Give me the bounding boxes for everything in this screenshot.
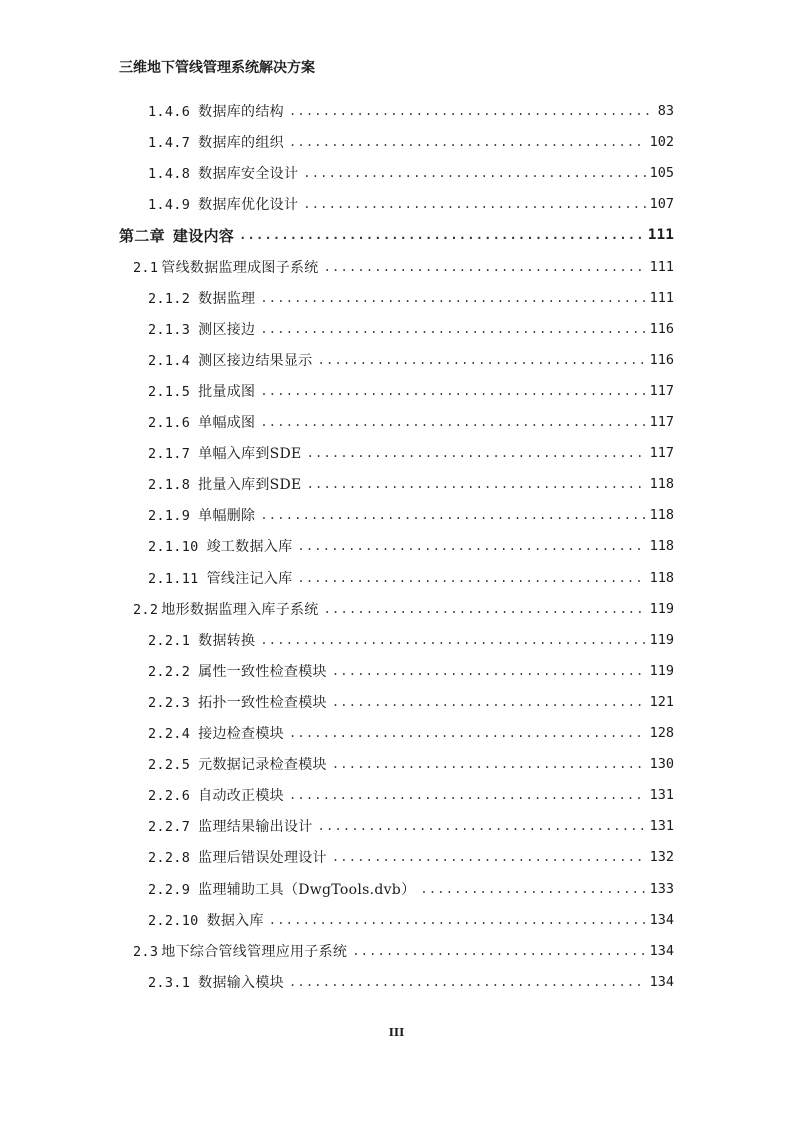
toc-section-entry[interactable] bbox=[133, 256, 674, 278]
toc-entry-title bbox=[148, 319, 255, 339]
toc-entry-text: 属性一致性检查模块 bbox=[198, 664, 327, 680]
toc-entry-number: 2.2.8 bbox=[148, 850, 191, 866]
toc-subsection-entry[interactable] bbox=[148, 380, 674, 402]
toc-entry-title bbox=[148, 723, 284, 743]
toc-entry-text: 数据库的组织 bbox=[198, 135, 284, 151]
toc-page-number: 134 bbox=[649, 912, 674, 928]
toc-entry-text: 数据库优化设计 bbox=[198, 197, 299, 213]
toc-entry-number: 2.2.10 bbox=[148, 913, 199, 929]
toc-entry-number: 2.1.5 bbox=[148, 384, 191, 400]
toc-entry-number: 2.1.10 bbox=[148, 539, 199, 555]
toc-entry-number: 1.4.8 bbox=[148, 166, 191, 182]
toc-entry-title bbox=[148, 692, 327, 712]
toc-entry-number: 2.2.7 bbox=[148, 819, 191, 835]
toc-chapter-entry[interactable] bbox=[119, 224, 674, 246]
toc-page-number: 119 bbox=[649, 632, 674, 648]
toc-page-number: 134 bbox=[649, 974, 674, 990]
toc-subsection-entry[interactable] bbox=[148, 753, 674, 775]
toc-entry-number: 2.1.8 bbox=[148, 477, 191, 493]
toc-entry-title bbox=[148, 847, 327, 867]
toc-page-number: 111 bbox=[649, 290, 674, 306]
toc-dot-leader bbox=[307, 444, 646, 462]
toc-dot-leader bbox=[324, 258, 646, 276]
toc-entry-number: 2.1.6 bbox=[148, 415, 191, 431]
toc-entry-title bbox=[133, 257, 319, 277]
toc-entry-title bbox=[148, 194, 298, 214]
toc-section-entry[interactable] bbox=[133, 598, 674, 620]
toc-page-number: 131 bbox=[649, 818, 674, 834]
toc-entry-title bbox=[148, 101, 284, 121]
toc-page-number: 117 bbox=[649, 445, 674, 461]
toc-entry-number: 2.2.3 bbox=[148, 695, 191, 711]
toc-dot-leader bbox=[324, 600, 646, 618]
toc-entry-text: 自动改正模块 bbox=[198, 788, 284, 804]
toc-entry-title bbox=[148, 816, 313, 836]
toc-entry-title bbox=[133, 941, 347, 961]
toc-subsection-entry[interactable] bbox=[148, 411, 674, 433]
toc-page-number: 130 bbox=[649, 756, 674, 772]
toc-entry-title bbox=[148, 350, 313, 370]
toc-page-number: 117 bbox=[649, 414, 674, 430]
toc-entry-number: 1.4.6 bbox=[148, 104, 191, 120]
toc-page-number: 128 bbox=[649, 725, 674, 741]
toc-subsection-entry[interactable] bbox=[148, 784, 674, 806]
toc-page-number: 132 bbox=[649, 849, 674, 865]
toc-entry-text: 数据入库 bbox=[206, 913, 264, 929]
toc-page-number: 119 bbox=[649, 663, 674, 679]
toc-entry-title bbox=[148, 443, 302, 463]
toc-entry-text: 单幅删除 bbox=[198, 508, 256, 524]
toc-entry-number: 2.1.9 bbox=[148, 508, 191, 524]
toc-subsection-entry[interactable] bbox=[148, 909, 674, 931]
toc-subsection-entry[interactable] bbox=[148, 629, 674, 651]
toc-entry-number: 2.1.3 bbox=[148, 322, 191, 338]
toc-entry-text: 拓扑一致性检查模块 bbox=[198, 695, 327, 711]
toc-subsection-entry[interactable] bbox=[148, 473, 674, 495]
toc-page-number: 118 bbox=[649, 476, 674, 492]
toc-entry-text: 接边检查模块 bbox=[198, 726, 284, 742]
toc-page-number: 116 bbox=[649, 352, 674, 368]
toc-entry-number: 2.1.11 bbox=[148, 571, 199, 587]
toc-entry-text: 管线注记入库 bbox=[206, 571, 293, 587]
toc-subsection-entry[interactable] bbox=[148, 349, 674, 371]
toc-dot-leader bbox=[303, 164, 645, 182]
toc-entry-title bbox=[148, 163, 298, 183]
toc-entry-text: 监理结果输出设计 bbox=[198, 819, 313, 835]
toc-page-number: 118 bbox=[649, 538, 674, 554]
toc-page-number: 118 bbox=[649, 570, 674, 586]
toc-dot-leader bbox=[260, 506, 645, 524]
toc-entry-text: 单幅入库到SDE bbox=[198, 446, 302, 462]
toc-entry-text: 数据库的结构 bbox=[198, 104, 284, 120]
toc-entry-text: 元数据记录检查模块 bbox=[198, 757, 327, 773]
toc-dot-leader bbox=[297, 537, 645, 555]
toc-page-number: 131 bbox=[649, 787, 674, 803]
toc-dot-leader bbox=[332, 755, 646, 773]
toc-dot-leader bbox=[289, 102, 654, 120]
toc-subsection-entry[interactable] bbox=[148, 287, 674, 309]
toc-entry-title bbox=[148, 474, 302, 494]
toc-entry-title bbox=[148, 536, 292, 556]
toc-entry-text: 管线数据监理成图子系统 bbox=[161, 260, 319, 276]
toc-entry-number: 2.1 bbox=[133, 260, 159, 276]
toc-dot-leader bbox=[260, 320, 645, 338]
toc-dot-leader bbox=[332, 693, 646, 711]
toc-dot-leader bbox=[260, 631, 645, 649]
toc-entry-number: 2.3.1 bbox=[148, 975, 191, 991]
toc-entry-number: 2.1.7 bbox=[148, 446, 191, 462]
toc-entry-text: 监理后错误处理设计 bbox=[198, 850, 327, 866]
toc-entry-text: 数据监理 bbox=[198, 291, 256, 307]
toc-dot-leader bbox=[318, 817, 646, 835]
toc-dot-leader bbox=[297, 569, 645, 587]
toc-subsection-entry[interactable] bbox=[148, 971, 674, 993]
toc-entry-text: 数据转换 bbox=[198, 633, 256, 649]
toc-entry-text: 地形数据监理入库子系统 bbox=[161, 602, 319, 618]
toc-entry-number: 2.2.4 bbox=[148, 726, 191, 742]
toc-entry-number: 1.4.9 bbox=[148, 197, 191, 213]
toc-subsection-entry[interactable] bbox=[148, 660, 674, 682]
toc-page-number: 111 bbox=[649, 259, 674, 275]
toc-page-number: 117 bbox=[649, 383, 674, 399]
toc-subsection-entry[interactable] bbox=[148, 535, 674, 557]
toc-entry-text: 监理辅助工具（DwgTools.dvb） bbox=[198, 882, 416, 898]
toc-dot-leader bbox=[260, 289, 645, 307]
toc-entry-number: 2.1.4 bbox=[148, 353, 191, 369]
toc-entry-number: 第二章 bbox=[119, 226, 165, 245]
toc-page-number: 118 bbox=[649, 507, 674, 523]
toc-dot-leader bbox=[289, 973, 646, 991]
toc-subsection-entry[interactable] bbox=[148, 100, 674, 122]
toc-page-number: 133 bbox=[649, 881, 674, 897]
toc-subsection-entry[interactable] bbox=[148, 442, 674, 464]
toc-dot-leader bbox=[269, 911, 646, 929]
toc-dot-leader bbox=[239, 226, 644, 244]
toc-entry-number: 2.2.9 bbox=[148, 882, 191, 898]
toc-entry-title bbox=[148, 879, 415, 899]
toc-page-number: 105 bbox=[649, 165, 674, 181]
toc-dot-leader bbox=[332, 662, 646, 680]
toc-entry-text: 批量成图 bbox=[198, 384, 256, 400]
toc-subsection-entry[interactable] bbox=[148, 846, 674, 868]
toc-entry-title bbox=[148, 381, 255, 401]
toc-subsection-entry[interactable] bbox=[148, 567, 674, 589]
toc-dot-leader bbox=[260, 413, 645, 431]
toc-dot-leader bbox=[318, 351, 646, 369]
toc-entry-title bbox=[148, 568, 292, 588]
toc-dot-leader bbox=[352, 942, 645, 960]
toc-dot-leader bbox=[332, 848, 646, 866]
toc-entry-title bbox=[119, 225, 234, 246]
toc-subsection-entry[interactable] bbox=[148, 504, 674, 526]
toc-dot-leader bbox=[420, 880, 645, 898]
toc-dot-leader bbox=[260, 382, 645, 400]
toc-entry-title bbox=[148, 288, 255, 308]
toc-entry-number: 1.4.7 bbox=[148, 135, 191, 151]
toc-entry-text: 地下综合管线管理应用子系统 bbox=[161, 944, 348, 960]
toc-page-number: 83 bbox=[657, 103, 674, 119]
toc-page-number: 116 bbox=[649, 321, 674, 337]
toc-page-number: 119 bbox=[649, 601, 674, 617]
toc-dot-leader bbox=[289, 724, 646, 742]
toc-entry-title bbox=[148, 132, 284, 152]
toc-entry-title bbox=[148, 661, 327, 681]
toc-subsection-entry[interactable] bbox=[148, 162, 674, 184]
toc-entry-number: 2.2.6 bbox=[148, 788, 191, 804]
toc-subsection-entry[interactable] bbox=[148, 878, 674, 900]
toc-subsection-entry[interactable] bbox=[148, 318, 674, 340]
toc-entry-text: 单幅成图 bbox=[198, 415, 256, 431]
toc-entry-title bbox=[148, 412, 255, 432]
toc-page-number: 102 bbox=[649, 134, 674, 150]
toc-entry-text: 测区接边结果显示 bbox=[198, 353, 313, 369]
toc-subsection-entry[interactable] bbox=[148, 131, 674, 153]
page-number: III bbox=[388, 1026, 405, 1039]
toc-entry-text: 竣工数据入库 bbox=[206, 539, 293, 555]
toc-entry-number: 2.2.2 bbox=[148, 664, 191, 680]
toc-entry-text: 数据输入模块 bbox=[198, 975, 284, 991]
toc-section-entry[interactable] bbox=[133, 940, 674, 962]
toc-dot-leader bbox=[303, 195, 645, 213]
toc-entry-number: 2.3 bbox=[133, 944, 159, 960]
toc-entry-text: 批量入库到SDE bbox=[198, 477, 302, 493]
toc-entry-title bbox=[148, 754, 327, 774]
toc-entry-title bbox=[133, 599, 319, 619]
toc-subsection-entry[interactable] bbox=[148, 193, 674, 215]
toc-page-number: 107 bbox=[649, 196, 674, 212]
toc-entry-title bbox=[148, 630, 255, 650]
toc-subsection-entry[interactable] bbox=[148, 815, 674, 837]
toc-page-number: 121 bbox=[649, 694, 674, 710]
toc-entry-text: 数据库安全设计 bbox=[198, 166, 299, 182]
toc-entry-number: 2.2 bbox=[133, 602, 159, 618]
toc-entry-title bbox=[148, 785, 284, 805]
toc-entry-number: 2.2.1 bbox=[148, 633, 191, 649]
toc-dot-leader bbox=[289, 133, 646, 151]
toc-page-number: 134 bbox=[649, 943, 674, 959]
toc-entry-title bbox=[148, 910, 264, 930]
toc-dot-leader bbox=[289, 786, 646, 804]
toc-entry-text: 建设内容 bbox=[172, 226, 235, 245]
document-header-title: 三维地下管线管理系统解决方案 bbox=[119, 60, 315, 76]
toc-dot-leader bbox=[307, 475, 646, 493]
toc-subsection-entry[interactable] bbox=[148, 691, 674, 713]
toc-entry-number: 2.1.2 bbox=[148, 291, 191, 307]
toc-entry-number: 2.2.5 bbox=[148, 757, 191, 773]
toc-entry-text: 测区接边 bbox=[198, 322, 256, 338]
toc-subsection-entry[interactable] bbox=[148, 722, 674, 744]
toc-page-number: 111 bbox=[647, 227, 674, 243]
toc-entry-title bbox=[148, 505, 255, 525]
toc-entry-title bbox=[148, 972, 284, 992]
